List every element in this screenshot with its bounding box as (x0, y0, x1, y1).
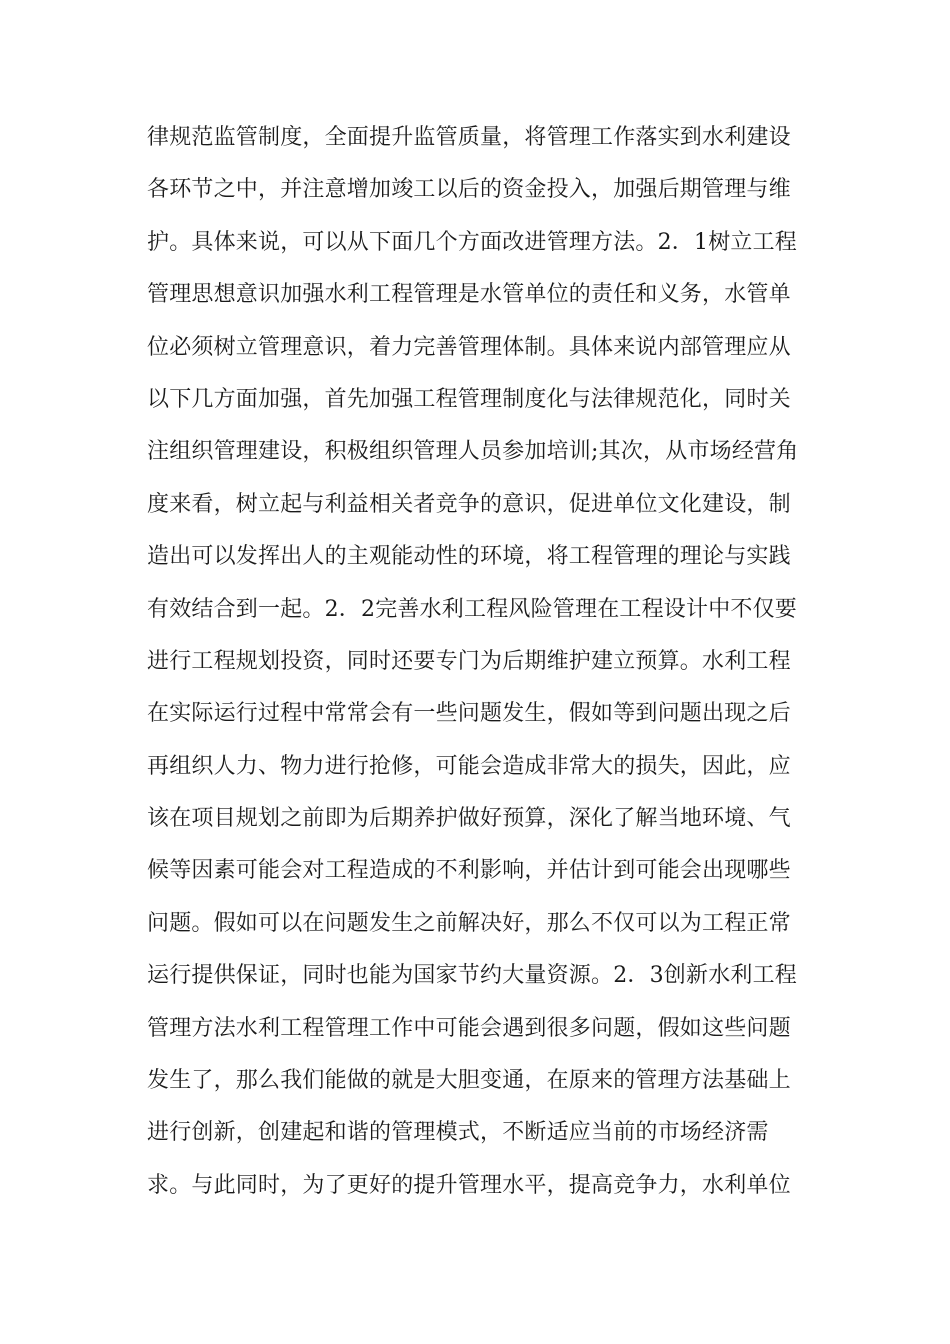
text-line: 位必须树立管理意识，着力完善管理体制。具体来说内部管理应从 (147, 334, 791, 360)
text-line: 问题。假如可以在问题发生之前解决好，那么不仅可以为工程正常 (147, 910, 791, 936)
text-line: 各环节之中，并注意增加竣工以后的资金投入，加强后期管理与维 (147, 177, 791, 203)
body-text (147, 118, 807, 1218)
text-line: 再组织人力、物力进行抢修，可能会造成非常大的损失，因此，应 (147, 753, 791, 779)
text-line: 进行创新，创建起和谐的管理模式，不断适应当前的市场经济需 (147, 1120, 769, 1146)
text-line: 造出可以发挥出人的主观能动性的环境，将工程管理的理论与实践 (147, 544, 791, 570)
text-line: 发生了，那么我们能做的就是大胆变通，在原来的管理方法基础上 (147, 1068, 791, 1094)
text-line: 该在项目规划之前即为后期养护做好预算，深化了解当地环境、气 (147, 806, 791, 832)
text-line: 在实际运行过程中常常会有一些问题发生，假如等到问题出现之后 (147, 701, 791, 727)
text-line: 运行提供保证，同时也能为国家节约大量资源。2．3创新水利工程 (147, 963, 797, 989)
text-line: 注组织管理建设，积极组织管理人员参加培训;其次，从市场经营角 (147, 439, 799, 465)
text-line: 管理思想意识加强水利工程管理是水管单位的责任和义务，水管单 (147, 282, 791, 308)
text-line: 进行工程规划投资，同时还要专门为后期维护建立预算。水利工程 (147, 648, 791, 674)
text-line: 管理方法水利工程管理工作中可能会遇到很多问题，假如这些问题 (147, 1015, 791, 1041)
text-line: 求。与此同时，为了更好的提升管理水平，提高竞争力，水利单位 (147, 1172, 791, 1198)
text-line: 以下几方面加强，首先加强工程管理制度化与法律规范化，同时关 (147, 386, 791, 412)
text-line: 有效结合到一起。2．2完善水利工程风险管理在工程设计中不仅要 (147, 596, 797, 622)
text-line: 候等因素可能会对工程造成的不利影响，并估计到可能会出现哪些 (147, 858, 791, 884)
text-line: 护。具体来说，可以从下面几个方面改进管理方法。2．1树立工程 (147, 229, 797, 255)
text-line: 度来看，树立起与利益相关者竞争的意识，促进单位文化建设，制 (147, 491, 791, 517)
text-line: 律规范监管制度，全面提升监管质量，将管理工作落实到水利建设 (147, 125, 791, 150)
